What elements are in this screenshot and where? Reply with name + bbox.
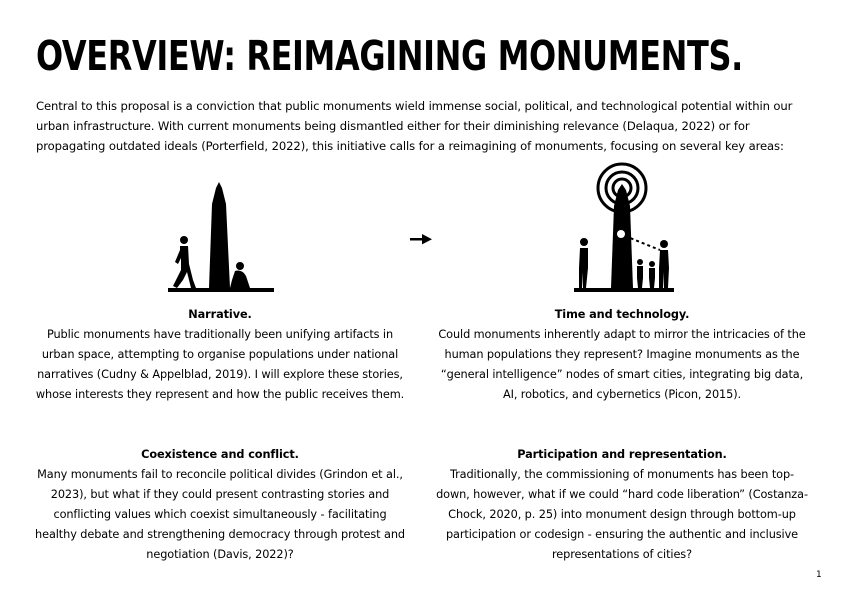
section-heading: Time and technology. bbox=[554, 308, 690, 321]
section-time-technology bbox=[436, 305, 808, 405]
section-body: Many monuments fail to reconcile political divides (Grindon et al., 2023), but what if they could present contrasting stories and conflicting values which coexist simultaneously - facilitating healthy debate and strengthening democracy through protest and negotiation (Davis, 2022)? bbox=[35, 468, 405, 561]
page-number: 1 bbox=[816, 570, 822, 580]
section-body: Public monuments have traditionally been unifying artifacts in urban space, attempting to organise populations under national narratives (Cudny & Appelblad, 2019). I will explore these stories, whose interests they represent and how the public receives them. bbox=[35, 328, 405, 401]
obelisk-with-people-icon bbox=[160, 180, 280, 298]
section-participation-representation bbox=[436, 445, 808, 565]
section-heading: Coexistence and conflict. bbox=[141, 448, 299, 461]
section-narrative bbox=[34, 305, 406, 405]
section-body: Traditionally, the commissioning of monuments has been top-down, however, what if we could “hard code liberation” (Costanza-Chock, 2020, p. 25) into monument design through bottom-up participation or codesign - ensuring the authentic and inclusive representations of cities? bbox=[436, 468, 808, 561]
section-body: Could monuments inherently adapt to mirror the intricacies of the human populations they represent? Imagine monuments as the “general intelligence” nodes of smart cities, integrating big data, AI, robotics, and cybernetics (Picon, 2015). bbox=[438, 328, 806, 401]
right-arrow-icon bbox=[408, 233, 434, 245]
section-coexistence-conflict bbox=[34, 445, 406, 565]
section-heading: Participation and representation. bbox=[517, 448, 727, 461]
broadcasting-obelisk-icon bbox=[570, 160, 680, 296]
section-heading: Narrative. bbox=[188, 308, 252, 321]
page-title: OVERVIEW: REIMAGINING MONUMENTS. bbox=[36, 32, 743, 80]
intro-paragraph: Central to this proposal is a conviction that public monuments wield immense social, political, and technological potential within our urban infrastructure. With current monuments being dismantled either for their diminishing relevance (Delaqua, 2022) or for propagating outdated ideals (Porterfield, 2022), this initiative calls for a reimagining of monuments, focusing on several key areas: bbox=[36, 99, 793, 153]
